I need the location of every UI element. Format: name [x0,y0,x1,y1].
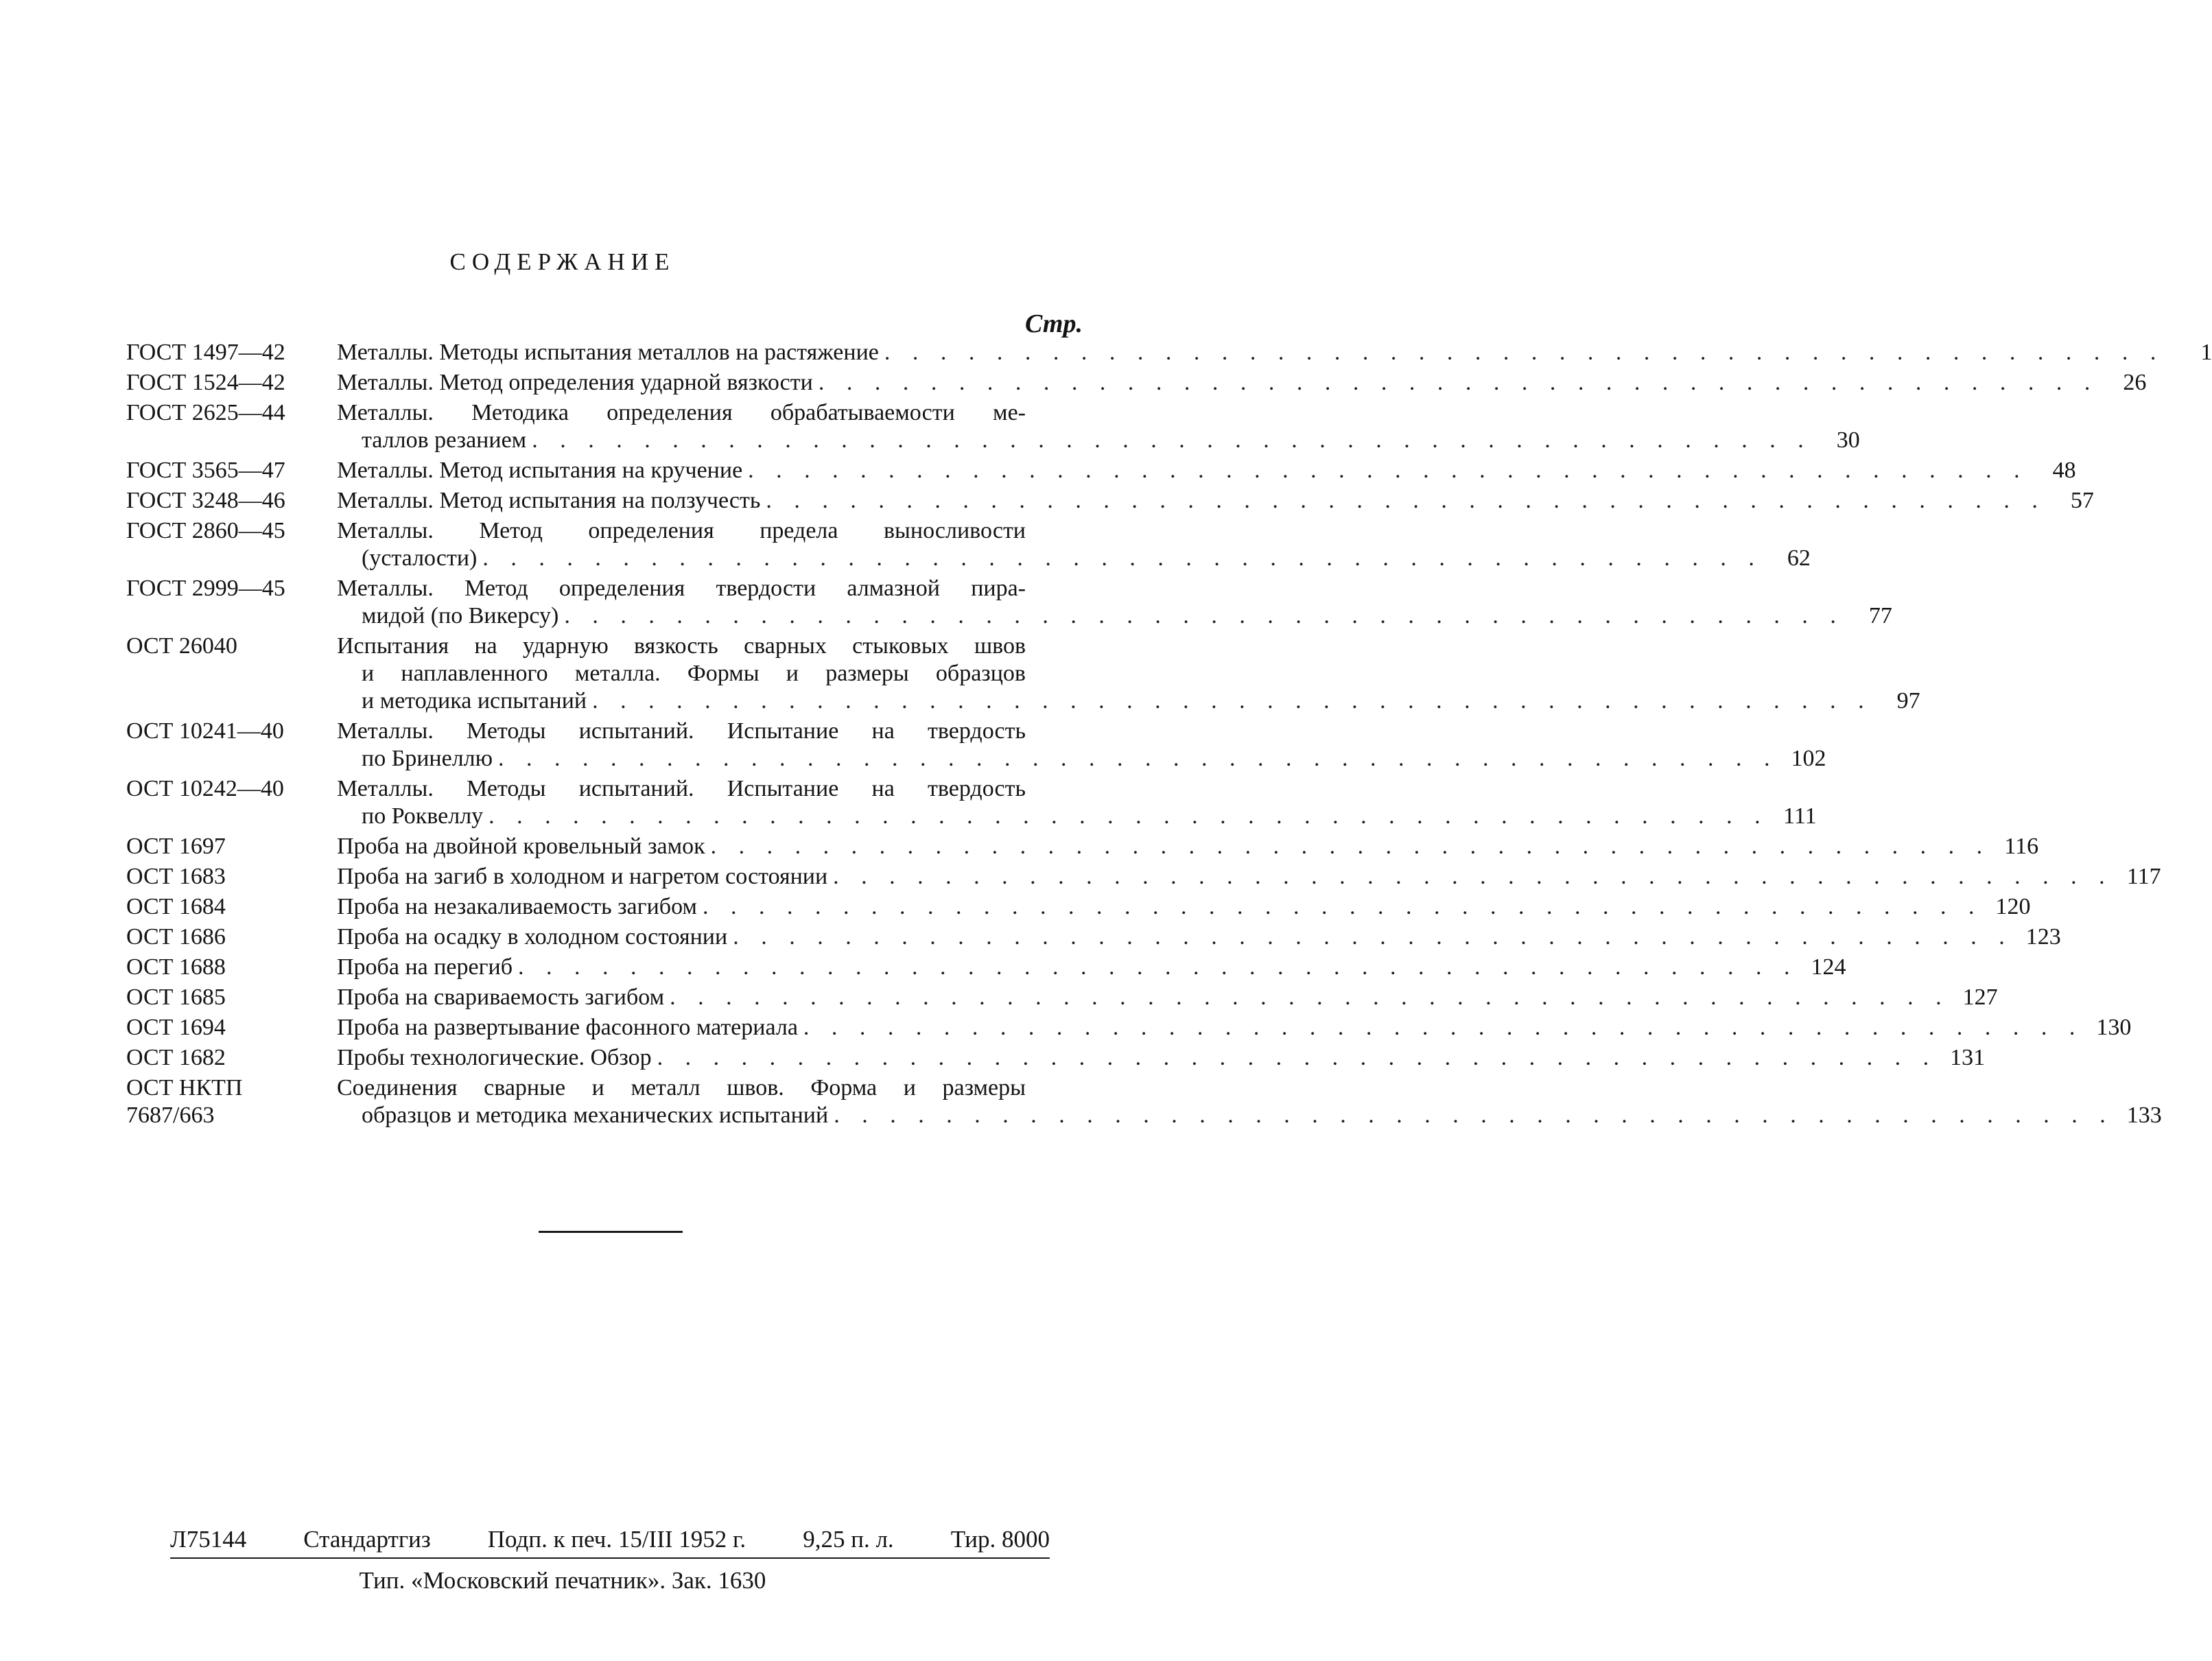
dot-leader: . . . . . . . . . . . . . . . . . . . . . . . . . . . . . . . . . . . . . . . . . . . . . . [766,488,2046,513]
toc-entry [123,487,2094,515]
page-spacer [1026,1074,1074,1102]
toc-entry-title [322,1044,1986,1072]
toc-entry-page: 116 [2004,834,2039,859]
toc-entry [123,399,1860,454]
toc-entry [123,893,2031,921]
toc-entry-text: мидой (по Викерсу) [362,603,559,628]
toc-entry-code: ОСТ 1686 [126,924,226,950]
toc-entry-title [322,954,1846,981]
toc-entry-title [322,339,2212,366]
toc-entry-code: ГОСТ 3565—47 [126,458,285,483]
toc-entry [123,517,1811,572]
dot-leader: . . . . . . . . . . . . . . . . . . . . . . . . . . . . . . . . . . . . . . . . . . . . . . [710,834,1991,859]
toc-entry-line [337,633,1074,660]
toc-entry-code: ГОСТ 3248—46 [126,488,285,513]
toc-entry-code: ОСТ 1682 [126,1045,226,1070]
page-spacer [1026,633,1074,660]
toc-entry-line [337,1014,2132,1041]
toc-entry [123,633,1920,715]
print-run: Тир. 8000 [950,1526,1050,1553]
toc-entry-title [322,923,2061,951]
toc-entry-title [322,1014,2132,1041]
toc-entry-page: 120 [1995,894,2031,919]
printer-line: Тип. «Московский печатник». Зак. 1630 [359,1567,766,1594]
toc-entry-text: Проба на осадку в холодном состоянии [337,924,728,950]
toc-entry-code: ОСТ 10241—40 [126,718,284,744]
toc-entry [123,369,2147,397]
dot-leader: . . . . . . . . . . . . . . . . . . . . . . . . . . . . . . . . . . . . . . . . . . . . . . [833,864,2113,889]
toc-entry-title [322,457,2076,484]
toc-entry-text: Проба на развертывание фасонного материала [337,1015,798,1040]
dot-leader: . . . . . . . . . . . . . . . . . . . . . . . . . . . . . . . . . . . . . . . . . . . . . . [564,603,1844,628]
toc-entry-title [322,718,1826,773]
dot-leader: . . . . . . . . . . . . . . . . . . . . . . . . . . . . . . . . . . . . . . . . . . . . . . [489,803,1769,829]
toc-entry-title [322,633,1920,715]
toc-entry-page: 77 [1868,603,1892,628]
dot-leader: . . . . . . . . . . . . . . . . . . . . . . . . . . . . . . . . . . . . . . . . . . . . . . [834,1103,2114,1128]
dot-leader: . . . . . . . . . . . . . . . . . . . . . . . . . . . . . . . . . . . . . . . . . . . . . . [702,894,1983,919]
dot-leader: . . . . . . . . . . . . . . . . . . . . . . . . . . . . . . . . . . . . . . . . . . . . . . [498,746,1778,771]
toc-entry-page: 130 [2096,1015,2132,1040]
toc-entry-code: ГОСТ 2860—45 [126,518,285,543]
toc-entry-code: ГОСТ 2999—45 [126,576,285,601]
toc-entry-line [337,745,1826,773]
dot-leader: . . . . . . . . . . . . . . . . . . . . . . . . . . . . . . . . . . . . . . . . . . . . . . [803,1015,2084,1040]
toc-entry-title [322,833,2039,860]
toc-entry [123,575,1892,630]
toc-entry-page: 97 [1896,688,1920,714]
toc-entry-line [337,339,2212,366]
toc-entry-line [337,399,1074,427]
toc-entry-line [337,833,2039,860]
dot-leader: . . . . . . . . . . . . . . . . . . . . . . . . . . . . . . . . . . . . . . . . . . . . . . [532,427,1812,453]
toc-entry-code: ГОСТ 2625—44 [126,400,285,425]
toc-entry-page: 30 [1836,427,1860,453]
toc-entry-code: ОСТ 1697 [126,834,226,859]
toc-entry-line [337,602,1892,630]
page-title: СОДЕРЖАНИЕ [449,248,676,275]
toc-entry-line [337,954,1846,981]
page-spacer [1026,718,1074,745]
toc-entry-title [322,984,1998,1011]
toc-entry-page: 26 [2123,370,2147,395]
toc-entry-page: 127 [1962,985,1998,1010]
toc-entry-text: Металлы. Метод испытания на ползучесть [337,488,761,513]
toc-entry-code: ОСТ НКТП 7687/663 [126,1075,243,1128]
sheets: 9,25 п. л. [803,1526,894,1553]
toc-entry-line [337,775,1074,803]
dot-leader: . . . . . . . . . . . . . . . . . . . . . . . . . . . . . . . . . . . . . . . . . . . . . . [884,340,2165,365]
toc-entry-text: и методика испытаний [362,688,587,714]
toc-entry-text: Металлы. Метод определения предела выносливости [337,518,1026,543]
toc-entry [123,718,1826,773]
toc-entry-text: таллов резанием [362,427,527,453]
toc-entry-page: 123 [2025,924,2061,950]
toc-entry-line [337,1074,1074,1102]
dot-leader: . . . . . . . . . . . . . . . . . . . . . . . . . . . . . . . . . . . . . . . . . . . . . . [670,985,1950,1010]
toc-entry [123,863,2161,891]
toc-entry-line [337,457,2076,484]
toc-entry-page: 57 [2070,488,2094,513]
page-spacer [1026,775,1074,803]
toc-entry-text: Проба на свариваемость загибом [337,985,665,1010]
toc-entry-title [322,369,2147,397]
toc-entry-text: Металлы. Методы испытаний. Испытание на твердость [337,776,1026,801]
toc-entry-text: Металлы. Методика определения обрабатываемости ме- [337,400,1026,425]
page-spacer [1026,575,1074,602]
table-of-contents [123,339,2212,1132]
toc-entry-text: Соединения сварные и металл швов. Форма и размеры [337,1075,1026,1100]
signed-date: Подп. к печ. 15/III 1952 г. [487,1526,746,1553]
toc-entry-line [337,984,1998,1011]
toc-entry-code: ОСТ 1688 [126,954,226,980]
toc-entry-title [322,399,1860,454]
toc-entry-line [337,863,2161,891]
toc-entry-code: ОСТ 1685 [126,985,226,1010]
toc-entry-code: ГОСТ 1524—42 [126,370,285,395]
toc-entry-line [337,718,1074,745]
dot-leader: . . . . . . . . . . . . . . . . . . . . . . . . . . . . . . . . . . . . . . . . . . . . . . [733,924,2013,950]
toc-entry-text: (усталости) [362,545,478,571]
toc-entry [123,1044,1986,1072]
toc-entry [123,923,2061,951]
dot-leader: . . . . . . . . . . . . . . . . . . . . . . . . . . . . . . . . . . . . . . . . . . . . . . [592,688,1872,714]
toc-entry-page: 131 [1950,1045,1986,1070]
toc-entry-text: Металлы. Метод определения твердости алмазной пира- [337,576,1026,601]
toc-entry [123,775,1817,830]
toc-entry [123,339,2212,366]
toc-entry-title [322,1074,2162,1129]
toc-entry-title [322,487,2094,515]
toc-entry-text: Металлы. Метод испытания на кручение [337,458,743,483]
toc-entry-line [337,687,1920,715]
toc-entry-text: Проба на перегиб [337,954,513,980]
toc-entry-text: Металлы. Методы испытания металлов на растяжение [337,340,879,365]
toc-entry-text: и наплавленного металла. Формы и размеры образцов [362,661,1026,686]
toc-entry-page: 111 [1783,803,1817,829]
toc-entry [123,1074,2162,1129]
toc-entry [123,833,2039,860]
toc-entry-page: 48 [2052,458,2076,483]
toc-entry-page: 133 [2126,1103,2162,1128]
toc-entry-line [337,545,1811,572]
toc-entry-line [337,893,2031,921]
dot-leader: . . . . . . . . . . . . . . . . . . . . . . . . . . . . . . . . . . . . . . . . . . . . . . [748,458,2028,483]
toc-entry-line [337,427,1860,454]
toc-entry-line [337,923,2061,951]
toc-entry-title [322,575,1892,630]
toc-entry-text: Проба на двойной кровельный замок [337,834,705,859]
toc-entry-page: 124 [1811,954,1846,980]
toc-entry-title [322,893,2031,921]
dot-leader: . . . . . . . . . . . . . . . . . . . . . . . . . . . . . . . . . . . . . . . . . . . . . . [518,954,1798,980]
imprint-line [170,1526,1050,1559]
toc-entry-line [337,575,1074,602]
toc-entry-line [337,369,2147,397]
toc-entry-text: Металлы. Метод определения ударной вязкости [337,370,813,395]
page-column-header: Стр. [1025,309,1083,338]
toc-entry-text: Испытания на ударную вязкость сварных стыковых швов [337,633,1026,659]
toc-entry-page: 117 [2126,864,2161,889]
dot-leader: . . . . . . . . . . . . . . . . . . . . . . . . . . . . . . . . . . . . . . . . . . . . . . [657,1045,1938,1070]
toc-entry-line [337,487,2094,515]
toc-entry-code: ОСТ 1683 [126,864,226,889]
toc-entry-text: по Роквеллу [362,803,484,829]
toc-entry-code: ОСТ 26040 [126,633,237,659]
toc-entry-line [337,803,1817,830]
toc-entry-line [337,517,1074,545]
order-id: Л75144 [170,1526,247,1553]
divider-rule [539,1231,683,1233]
toc-entry-line [337,660,1074,687]
toc-entry [123,954,1846,981]
toc-entry-code: ОСТ 10242—40 [126,776,284,801]
toc-entry-page: 62 [1787,545,1811,571]
toc-entry-text: Пробы технологические. Обзор [337,1045,652,1070]
toc-entry-page: 1 [2200,340,2212,365]
toc-entry-line [337,1044,1986,1072]
toc-entry [123,984,1998,1011]
toc-entry-title [322,775,1817,830]
toc-entry-text: Проба на незакаливаемость загибом [337,894,697,919]
toc-entry-line [337,1102,2162,1129]
toc-entry-text: по Бринеллю [362,746,493,771]
toc-entry-title [322,863,2161,891]
toc-entry-code: ОСТ 1694 [126,1015,226,1040]
toc-entry-code: ОСТ 1684 [126,894,226,919]
toc-entry [123,1014,2132,1041]
toc-entry [123,457,2076,484]
toc-entry-text: Проба на загиб в холодном и нагретом состоянии [337,864,828,889]
page-spacer [1026,517,1074,545]
toc-entry-code: ГОСТ 1497—42 [126,340,285,365]
dot-leader: . . . . . . . . . . . . . . . . . . . . . . . . . . . . . . . . . . . . . . . . . . . . . . [482,545,1763,571]
page-spacer [1026,660,1074,687]
dot-leader: . . . . . . . . . . . . . . . . . . . . . . . . . . . . . . . . . . . . . . . . . . . . . . [818,370,2099,395]
toc-entry-page: 102 [1791,746,1826,771]
page-spacer [1026,399,1074,427]
toc-entry-text: образцов и методика механических испытаний [362,1103,829,1128]
toc-entry-text: Металлы. Методы испытаний. Испытание на твердость [337,718,1026,744]
publisher: Стандартгиз [303,1526,431,1553]
toc-entry-title [322,517,1811,572]
